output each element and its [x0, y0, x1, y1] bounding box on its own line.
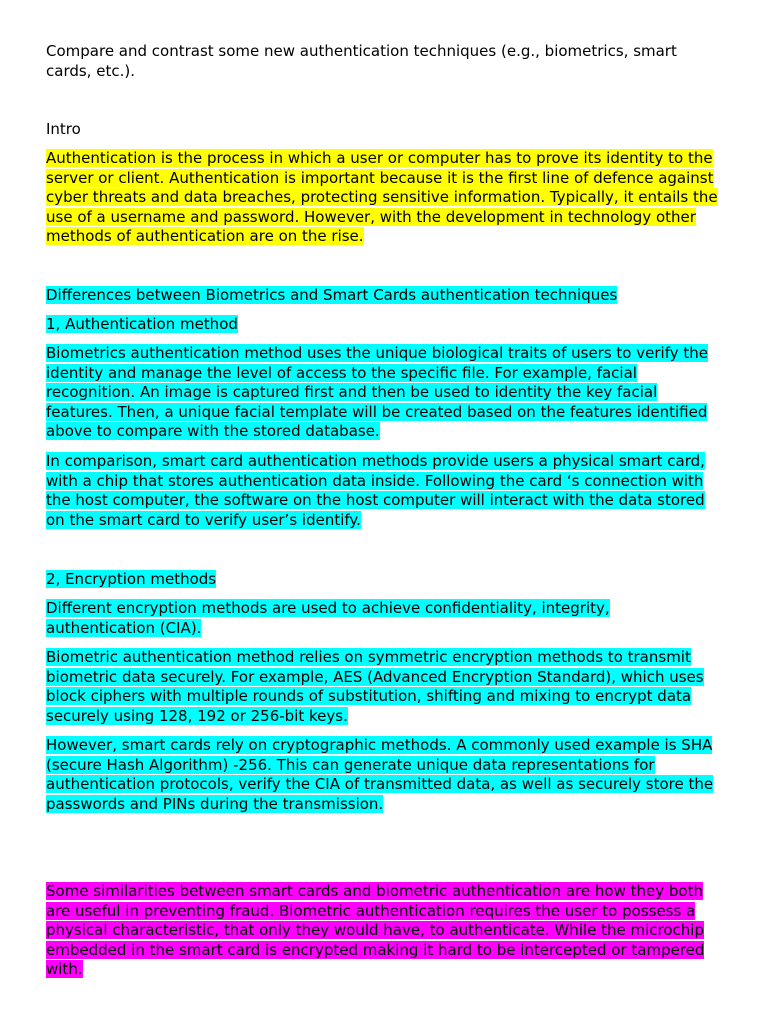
section2-heading-text: 2, Encryption methods [46, 570, 217, 588]
section1-heading [46, 315, 718, 335]
assignment-question-text: Compare and contrast some new authentication techniques (e.g., biometrics, smart cards, etc.). [46, 42, 677, 80]
assignment-question [46, 42, 718, 81]
similarities-paragraph [46, 882, 718, 980]
intro-paragraph [46, 149, 718, 247]
intro-heading [46, 120, 718, 140]
section1-paragraph-smartcard [46, 452, 718, 530]
section1-paragraph-smartcard-text: In comparison, smart card authentication methods provide users a physical smart card, with a chip that stores authentication data inside. Following the card ‘s connection with the host computer, the software on the host computer will interact with the data stored on the smart card to verify user’s identify. [46, 452, 705, 529]
differences-heading-text: Differences between Biometrics and Smart Cards authentication techniques [46, 286, 618, 304]
section1-paragraph-biometrics [46, 344, 718, 442]
section1-heading-text: 1, Authentication method [46, 315, 238, 333]
section2-paragraph-biometric-encryption-text: Biometric authentication method relies on symmetric encryption methods to transmit biometric data securely. For example, AES (Advanced Encryption Standard), which uses block ciphers with multiple rounds of substitution, shifting and mixing to encrypt data securely using 128, 192 or 256-bit keys. [46, 648, 704, 725]
section2-paragraph-smartcard-encryption [46, 736, 718, 814]
section2-paragraph-biometric-encryption [46, 648, 718, 726]
section1-paragraph-biometrics-text: Biometrics authentication method uses the unique biological traits of users to verify the identity and manage the level of access to the specific file. For example, facial recognition. An image is captured first and then be used to identity the key facial features. Then, a unique facial template will be created based on the features identified above to compare with the stored database. [46, 344, 708, 441]
differences-heading [46, 286, 718, 306]
section2-paragraph-cia-text: Different encryption methods are used to achieve confidentiality, integrity, authentication (CIA). [46, 599, 610, 637]
intro-heading-text: Intro [46, 120, 81, 138]
section2-paragraph-smartcard-encryption-text: However, smart cards rely on cryptographic methods. A commonly used example is SHA (secure Hash Algorithm) -256. This can generate unique data representations for authentication protocols, verify the CIA of transmitted data, as well as securely store the passwords and PINs during the transmission. [46, 736, 714, 813]
intro-paragraph-text: Authentication is the process in which a user or computer has to prove its identity to the server or client. Authentication is important because it is the first line of defence against cyber threats and data breaches, protecting sensitive information. Typically, it entails the use of a username and password. However, with the development in technology other methods of authentication are on the rise. [46, 149, 718, 246]
section2-paragraph-cia [46, 599, 718, 638]
section2-heading [46, 570, 718, 590]
similarities-paragraph-text: Some similarities between smart cards and biometric authentication are how they both are useful in preventing fraud. Biometric authentication requires the user to possess a physical characteristic, that only they would have, to authenticate. While the microchip embedded in the smart card is encrypted making it hard to be intercepted or tampered with. [46, 882, 705, 979]
